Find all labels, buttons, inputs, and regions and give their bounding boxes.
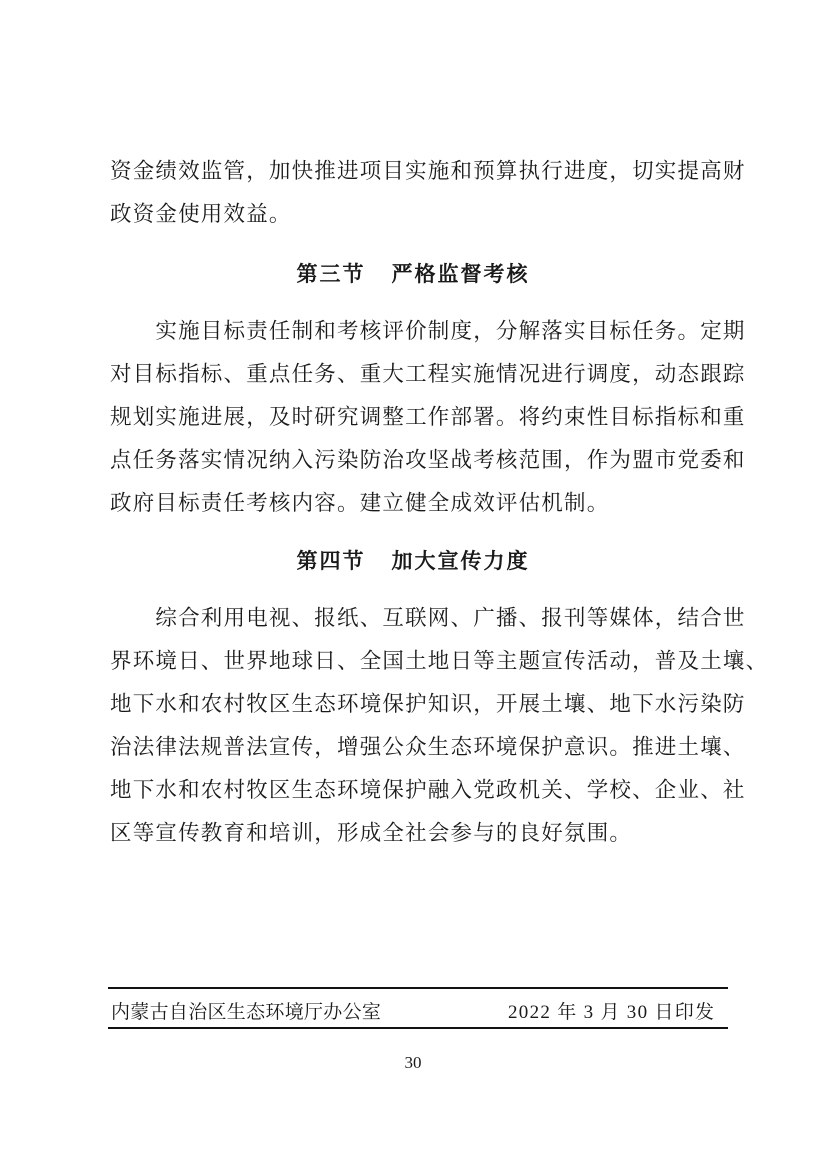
paragraph-line: 对目标指标、重点任务、重大工程实施情况进行调度，动态跟踪: [110, 362, 746, 387]
continuation-paragraph: [110, 150, 746, 236]
page-number: 30: [404, 1053, 422, 1072]
paragraph-line: 政府目标责任考核内容。建立健全成效评估机制。: [110, 491, 610, 516]
section-4-paragraph: [110, 597, 769, 855]
section-title: 严格监督考核: [391, 262, 530, 286]
paragraph-line: 界环境日、世界地球日、全国土地日等主题宣传活动，普及土壤、: [110, 649, 769, 674]
section-number: 第四节: [296, 549, 366, 573]
section-heading-4: [0, 545, 826, 575]
section-title: 加大宣传力度: [391, 549, 530, 573]
footer-issuer: 内蒙古自治区生态环境厅办公室: [111, 1001, 382, 1023]
footer-issue-date: 2022 年 3 月 30 日印发: [508, 1002, 716, 1023]
section-number: 第三节: [296, 262, 366, 286]
paragraph-line: 治法律法规普法宣传，增强公众生态环境保护意识。推进土壤、: [110, 735, 746, 760]
paragraph-line: 点任务落实情况纳入污染防治攻坚战考核范围，作为盟市党委和: [110, 448, 746, 473]
paragraph-line: 规划实施进展，及时研究调整工作部署。将约束性目标指标和重: [110, 405, 746, 430]
paragraph-line: 实施目标责任制和考核评价制度，分解落实目标任务。定期: [110, 319, 746, 344]
paragraph-line: 政资金使用效益。: [110, 202, 292, 227]
paragraph-line: 地下水和农村牧区生态环境保护知识，开展土壤、地下水污染防: [110, 692, 746, 717]
paragraph-line: 资金绩效监管，加快推进项目实施和预算执行进度，切实提高财: [110, 159, 746, 184]
footer-bottom-rule: [108, 1027, 728, 1029]
paragraph-line: 区等宣传教育和培训，形成全社会参与的良好氛围。: [110, 821, 633, 846]
section-3-paragraph: [110, 310, 746, 525]
footer-top-rule: [108, 987, 728, 989]
paragraph-line: 综合利用电视、报纸、互联网、广播、报刊等媒体，结合世: [110, 606, 746, 631]
paragraph-line: 地下水和农村牧区生态环境保护融入党政机关、学校、企业、社: [110, 778, 746, 803]
section-heading-3: [0, 258, 826, 288]
